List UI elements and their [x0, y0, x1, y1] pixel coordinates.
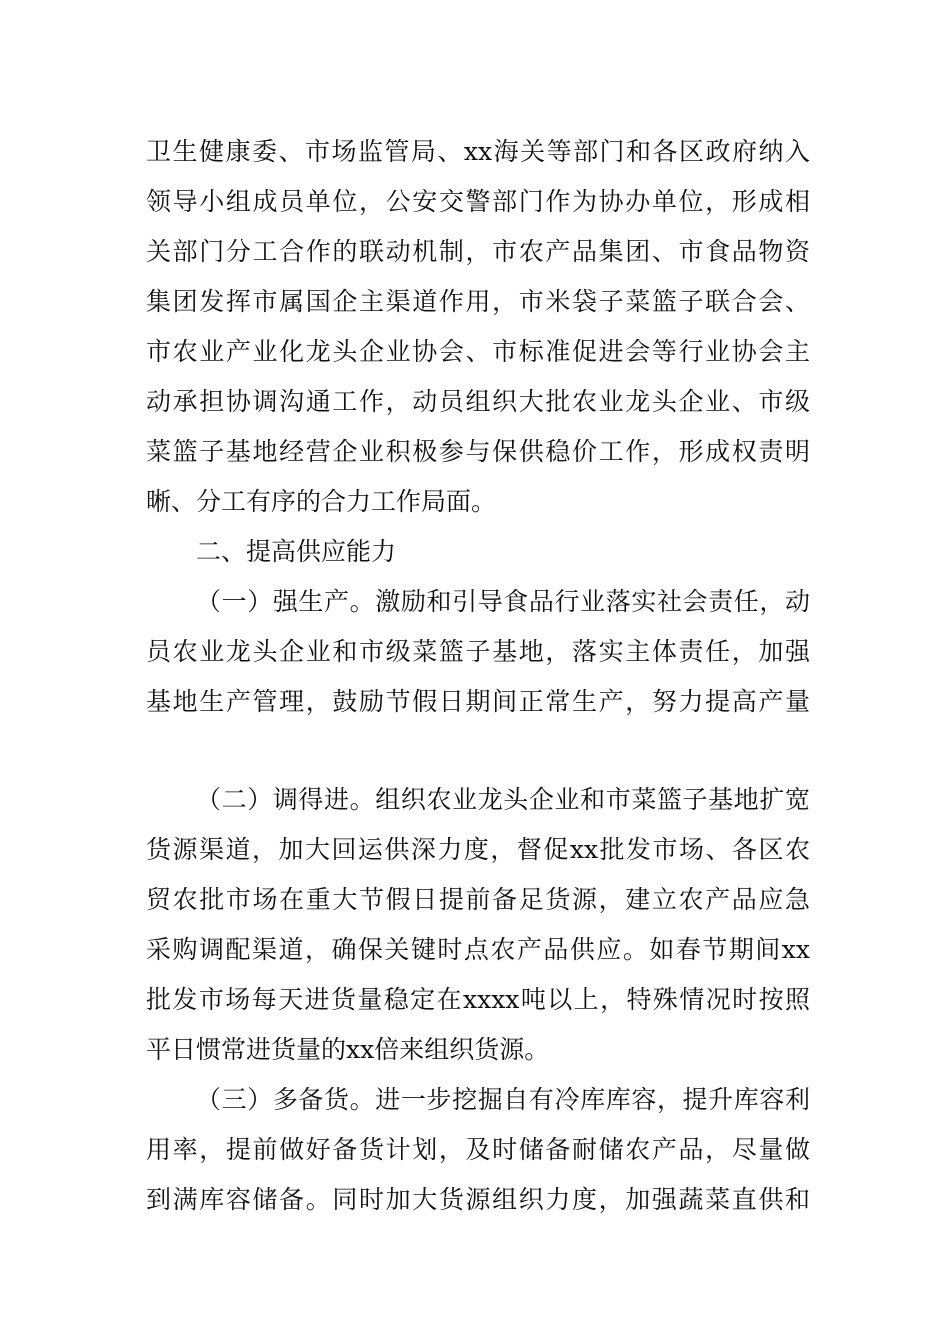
- text-line: （一）强生产。激励和引导食品行业落实社会责任，动: [196, 587, 810, 616]
- text-line: （二）调得进。组织农业龙头企业和市菜篮子基地扩宽: [196, 785, 810, 814]
- text-line: 卫生健康委、市场监管局、xx海关等部门和各区政府纳入: [146, 137, 810, 166]
- text-line: 领导小组成员单位，公安交警部门作为协办单位，形成相: [146, 187, 810, 216]
- text-line: 采购调配渠道，确保关键时点农产品供应。如春节期间xx: [146, 935, 810, 964]
- text-line: 基地生产管理，鼓励节假日期间正常生产，努力提高产量: [146, 687, 810, 716]
- text-line: 用率，提前做好备货计划，及时储备耐储农产品，尽量做: [146, 1135, 810, 1164]
- text-line: 货源渠道，加大回运供深力度，督促xx批发市场、各区农: [146, 835, 810, 864]
- text-line: 市农业产业化龙头企业协会、市标准促进会等行业协会主: [146, 337, 810, 366]
- text-line: 集团发挥市属国企主渠道作用，市米袋子菜篮子联合会、: [146, 287, 810, 316]
- text-line: 动承担协调沟通工作，动员组织大批农业龙头企业、市级: [146, 387, 810, 416]
- text-line: 批发市场每天进货量稳定在xxxx吨以上，特殊情况时按照: [146, 985, 810, 1014]
- text-line: 员农业龙头企业和市级菜篮子基地，落实主体责任，加强: [146, 637, 810, 666]
- text-line: 贸农批市场在重大节假日提前备足货源，建立农产品应急: [146, 885, 810, 914]
- section-heading: 二、提高供应能力: [196, 537, 397, 566]
- text-line: 菜篮子基地经营企业积极参与保供稳价工作，形成权责明: [146, 437, 810, 466]
- text-line: 关部门分工合作的联动机制，市农产品集团、市食品物资: [146, 237, 810, 266]
- text-line: 平日惯常进货量的xx倍来组织货源。: [146, 1035, 550, 1064]
- text-line: （三）多备货。进一步挖掘自有冷库库容，提升库容利: [196, 1085, 810, 1114]
- text-line: 到满库容储备。同时加大货源组织力度，加强蔬菜直供和: [146, 1185, 810, 1214]
- text-line: 晰、分工有序的合力工作局面。: [146, 487, 497, 516]
